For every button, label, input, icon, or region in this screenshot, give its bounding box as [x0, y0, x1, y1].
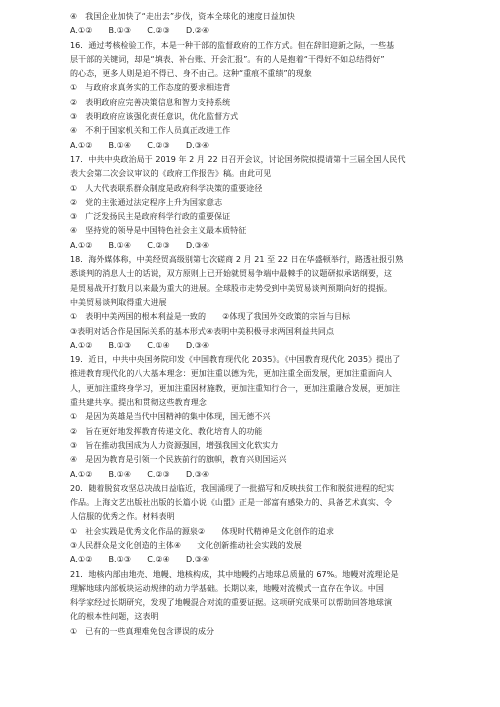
- text-line: 的心态，更多人则是迫不得已、身不由己。这种“重痕不重绩”的现象: [70, 69, 312, 79]
- text-line: 18．海外媒体称，中美经贸高级别第七次磋商 2 月 21 至 22 日在华盛顿举行，路透社报引熟: [70, 255, 404, 265]
- text-line: ① 是因为英雄是当代中国精神的集中体现，国无德不兴: [70, 412, 271, 422]
- text-line: 20．随着脱贫攻坚总决战日益临近，我国涌现了一批描写和反映扶贫工作和脱贫进程的纪实: [70, 483, 395, 493]
- text-line: ④ 坚持党的领导是中国特色社会主义最本质特征: [70, 226, 247, 236]
- text-line: A.①② B.①④ C.②③ D.③④: [70, 469, 210, 479]
- text-line: ③ 表明政府应该强化责任意识，优化监督方式: [70, 112, 239, 122]
- text-line: 推进教育现代化的八大基本理念：更加注重以德为先，更加注重全面发展，更加注重面向人: [70, 369, 392, 379]
- text-line: ① 与政府求真务实的工作态度的要求相违背: [70, 83, 231, 93]
- text-line: 人，更加注重终身学习，更加注重因材施教，更加注重知行合一，更加注重融合发展，更加注: [70, 383, 401, 393]
- text-line: 人信服的优秀之作。材料表明: [70, 512, 175, 522]
- text-line: ① 人大代表联系群众制度是政府科学决策的重要途径: [70, 183, 263, 193]
- text-line: A.①② B.①③ C.②④ D.③④: [70, 555, 210, 565]
- text-line: 19．近日，中共中央国务院印发《中国教育现代化 2035》。《中国教育现代化 2035》提出了: [70, 355, 401, 365]
- text-line: 理解地球内部板块运动规律的动力学基础。长期以来，地幔对流模式一直存在争议。中国: [70, 583, 384, 593]
- text-line: 层干部的关键词，却是“填表、补台账、开会汇报”。有的人是抱着“干得好不如总结得好”: [70, 54, 385, 64]
- text-line: 表大会第二次会议审议的《政府工作报告》稿。由此可见: [70, 169, 272, 179]
- text-line: 重共建共享。提出和贯彻这些教育理念: [70, 398, 207, 408]
- text-line: ④ 不利于国家机关和工作人员真正改进工作: [70, 126, 231, 136]
- text-line: ③ 旨在推动我国成为人力资源强国，增强我国文化软实力: [70, 440, 279, 450]
- text-line: A.①② B.①③ C.①④ D.③④: [70, 340, 210, 350]
- text-line: A.①② B.①④ C.②③ D.③④: [70, 240, 210, 250]
- text-line: 悉谈判的消息人士的话说，双方原则上已开始就贸易争端中最棘手的议题研拟承诺纲要，这: [70, 269, 392, 279]
- text-line: A.①② B.①③ C.②③ D.②④: [70, 26, 210, 36]
- text-line: ① 已有的一些真理难免包含谬误的成分: [70, 626, 215, 636]
- text-line: 中美贸易谈判取得重大进展: [70, 297, 167, 307]
- text-line: ③表明对话合作是国际关系的基本形式④表明中美积极寻求两国利益共同点: [70, 326, 334, 336]
- text-line: 21．地核内部由地壳、地幔、地核构成，其中地幔约占地球总质量的 67%。地幔对流理论是: [70, 569, 399, 579]
- text-line: ④ 是因为教育是引领一个民族前行的旗帜，教育兴则国运兴: [70, 455, 287, 465]
- text-line: ② 旨在更好地发挥教育传递文化、教化培育人的功能: [70, 426, 263, 436]
- text-line: ④ 我国企业加快了“走出去”步伐，资本全球化的速度日益加快: [70, 12, 295, 21]
- text-line: 科学家经过长期研究，发现了地幔混合对流的重要证据。这项研究成果可以帮助回答地球演: [70, 598, 392, 608]
- text-line: ③ 广泛发扬民主是政府科学行政的重要保证: [70, 212, 231, 222]
- text-line: 化的根本性问题，这表明: [70, 612, 159, 622]
- text-line: 是贸易战开打数月以来最为重大的进展。全球股市走势受到中美贸易谈判预期向好的提振。: [70, 283, 392, 293]
- text-line: ① 表明中美两国的根本利益是一致的 ②体现了我国外交政策的宗旨与目标: [70, 312, 351, 322]
- text-line: 17．中共中央政治局于 2019 年 2 月 22 日召开会议，讨论国务院拟提请第十三届全国人民代: [70, 154, 406, 164]
- text-line: ① 社会实践是优秀文化作品的源泉② 体现时代精神是文化创作的追求: [70, 526, 334, 536]
- text-line: ③人民群众是文化创造的主体④ 文化创新推动社会实践的发展: [70, 540, 302, 550]
- text-line: A.①② B.①④ C.②③ D.③④: [70, 140, 210, 150]
- text-line: ② 党的主张通过法定程序上升为国家意志: [70, 197, 223, 207]
- text-line: 作品。上海文艺出版社出版的长篇小说《山盟》正是一部富有感染力的、具备艺术真实、令: [70, 498, 392, 508]
- text-line: 16．通过考核检验工作，本是一种干部的监督政府的工作方式。但在辞旧迎新之际，一些基: [70, 40, 395, 50]
- text-line: ② 表明政府应完善决策信息和智力支持系统: [70, 97, 231, 107]
